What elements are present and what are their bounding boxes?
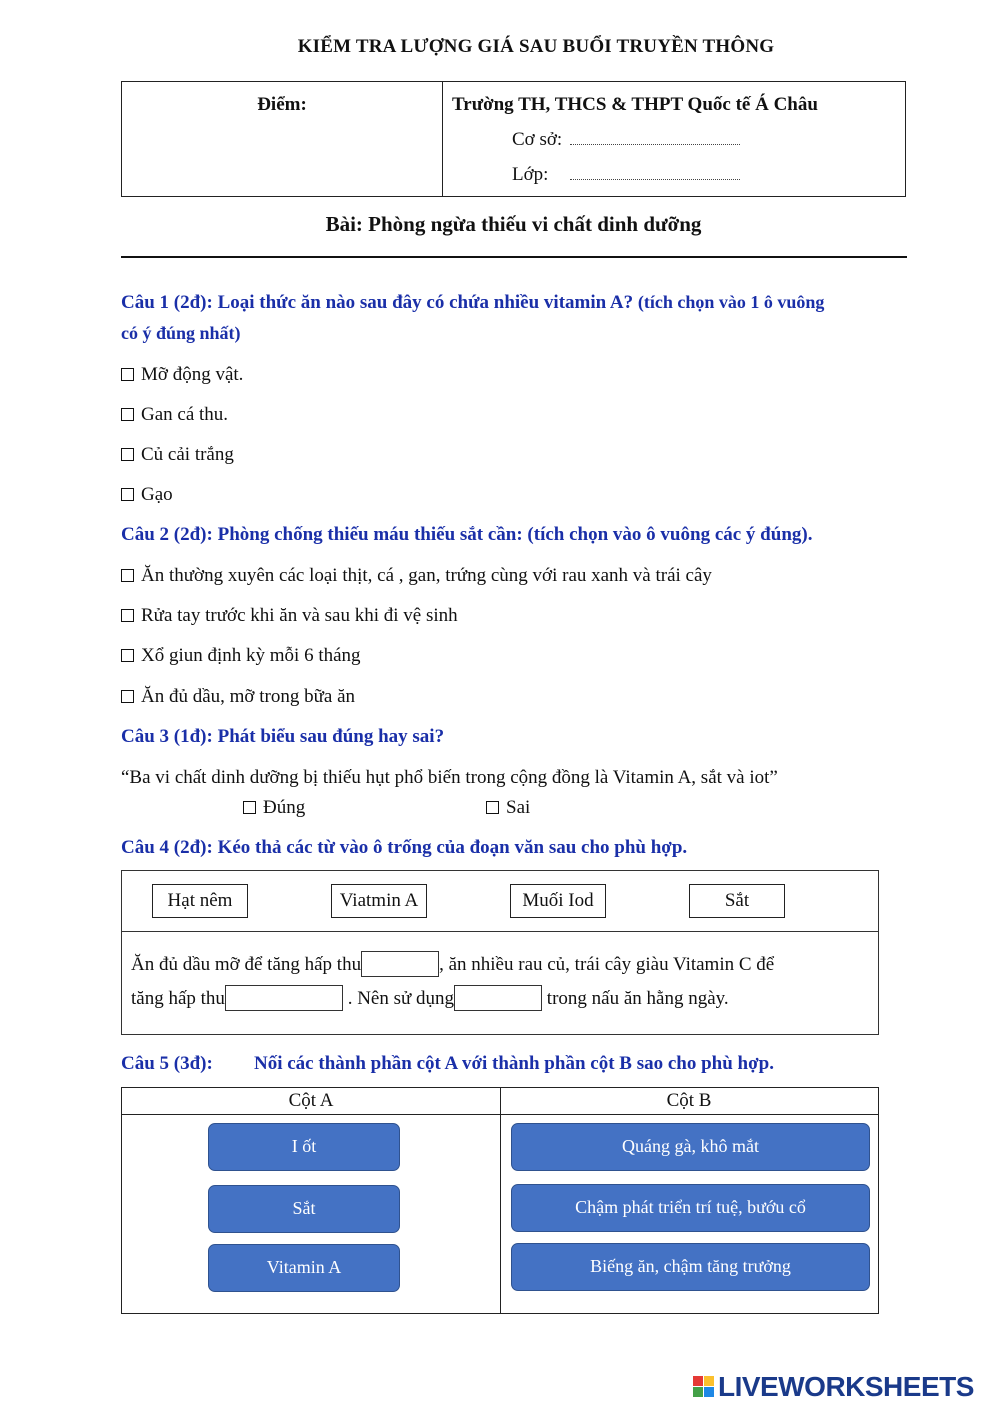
header-box <box>121 81 906 197</box>
checkbox[interactable] <box>121 569 134 582</box>
match-b-anorexia[interactable]: Biếng ăn, chậm tăng trưởng <box>511 1243 870 1291</box>
checkbox[interactable] <box>121 609 134 622</box>
liveworksheets-logo-icon <box>693 1376 715 1398</box>
option-label: Ăn đủ dầu, mỡ trong bữa ăn <box>141 686 356 707</box>
q1-option-2[interactable] <box>121 404 228 426</box>
header-divider <box>442 82 443 196</box>
paragraph-text: . Nên sử dụng <box>347 988 455 1009</box>
matching-table <box>121 1087 879 1314</box>
option-label: Sai <box>506 797 531 818</box>
q2-option-3[interactable] <box>121 645 361 667</box>
q5-label: Câu 5 (3đ): <box>121 1053 213 1074</box>
option-label: Rửa tay trước khi ăn và sau khi đi vệ sinh <box>141 605 458 626</box>
option-label: Gạo <box>141 484 173 505</box>
liveworksheets-logo <box>693 1371 974 1403</box>
matching-column-divider <box>500 1088 501 1313</box>
column-b-header: Cột B <box>666 1090 712 1111</box>
q3-question: Câu 3 (1đ): Phát biểu sau đúng hay sai? <box>121 726 445 747</box>
worksheet-title: KIỂM TRA LƯỢNG GIÁ SAU BUỔI TRUYỀN THÔNG <box>297 36 775 57</box>
checkbox[interactable] <box>243 801 256 814</box>
option-label: Đúng <box>263 797 306 818</box>
drag-word-muoi-iod[interactable]: Muối Iod <box>510 884 606 918</box>
school-name: Trường TH, THCS & THPT Quốc tế Á Châu <box>452 94 818 115</box>
match-a-iron[interactable]: Sắt <box>208 1185 400 1233</box>
q2-option-2[interactable] <box>121 605 458 627</box>
checkbox[interactable] <box>486 801 499 814</box>
campus-dots <box>570 132 740 145</box>
q1-hint: (tích chọn vào 1 ô vuông <box>637 292 825 312</box>
checkbox[interactable] <box>121 488 134 501</box>
match-a-iodine[interactable]: I ốt <box>208 1123 400 1171</box>
q1-option-4[interactable] <box>121 484 173 506</box>
drag-word-vitamin-a[interactable]: Viatmin A <box>331 884 427 918</box>
campus-row <box>512 129 740 151</box>
paragraph-text: , ăn nhiều rau củ, trái cây giàu Vitamin C để <box>439 954 775 975</box>
drop-blank-1[interactable] <box>361 951 439 977</box>
checkbox[interactable] <box>121 408 134 421</box>
title-rule <box>121 256 907 258</box>
word-bank-box <box>121 870 879 1035</box>
match-b-night-blindness[interactable]: Quáng gà, khô mắt <box>511 1123 870 1171</box>
paragraph-text: tăng hấp thu <box>131 988 225 1009</box>
score-label: Điểm: <box>257 94 307 115</box>
drag-word-hat-nem[interactable]: Hạt nêm <box>152 884 248 918</box>
drop-blank-2[interactable] <box>225 985 343 1011</box>
q5-question: Nối các thành phần cột A với thành phần cột B sao cho phù hợp. <box>254 1053 774 1074</box>
q4-question: Câu 4 (2đ): Kéo thả các từ vào ô trống của đoạn văn sau cho phù hợp. <box>121 837 688 858</box>
q1-option-3[interactable] <box>121 444 234 466</box>
option-label: Củ cải trắng <box>141 444 234 465</box>
match-a-vitamin-a[interactable]: Vitamin A <box>208 1244 400 1292</box>
checkbox[interactable] <box>121 368 134 381</box>
q1-question: Câu 1 (2đ): Loại thức ăn nào sau đây có chứa nhiều vitamin A? <box>121 292 634 313</box>
option-label: Mỡ động vật. <box>141 364 244 385</box>
checkbox[interactable] <box>121 690 134 703</box>
q3-false-option[interactable] <box>486 797 530 819</box>
q2-option-1[interactable] <box>121 565 712 587</box>
option-label: Ăn thường xuyên các loại thịt, cá , gan, trứng cùng với rau xanh và trái cây <box>141 565 712 586</box>
q3-true-option[interactable] <box>243 797 305 819</box>
paragraph-text: Ăn đủ dầu mỡ để tăng hấp thu <box>131 954 362 975</box>
q1-title <box>121 292 941 314</box>
checkbox[interactable] <box>121 448 134 461</box>
q1-option-1[interactable] <box>121 364 243 386</box>
fill-paragraph-line-2 <box>131 985 872 1011</box>
lesson-title: Bài: Phòng ngừa thiếu vi chất dinh dưỡng <box>325 212 702 236</box>
drag-word-sat[interactable]: Sắt <box>689 884 785 918</box>
logo-text: LIVEWORKSHEETS <box>718 1371 974 1402</box>
q3-statement: “Ba vi chất dinh dưỡng bị thiếu hụt phổ biến trong cộng đồng là Vitamin A, sắt và iot” <box>121 767 778 788</box>
word-bank-separator <box>122 931 878 932</box>
campus-label: Cơ sở: <box>512 129 563 150</box>
class-row <box>512 164 740 186</box>
column-a-header: Cột A <box>288 1090 334 1111</box>
class-dots <box>570 167 740 180</box>
class-label: Lớp: <box>512 164 549 185</box>
option-label: Xổ giun định kỳ mỗi 6 tháng <box>141 645 361 666</box>
q2-question: Câu 2 (2đ): Phòng chống thiếu máu thiếu sắt cần: (tích chọn vào ô vuông các ý đúng). <box>121 524 813 545</box>
drop-blank-3[interactable] <box>454 985 542 1011</box>
option-label: Gan cá thu. <box>141 404 229 425</box>
match-b-goiter[interactable]: Chậm phát triển trí tuệ, bướu cổ <box>511 1184 870 1232</box>
checkbox[interactable] <box>121 649 134 662</box>
q1-hint-cont: có ý đúng nhất) <box>121 323 241 343</box>
matching-header-divider <box>122 1114 878 1115</box>
q2-option-4[interactable] <box>121 686 355 708</box>
paragraph-text: trong nấu ăn hằng ngày. <box>546 988 729 1009</box>
fill-paragraph-line-1 <box>131 951 872 977</box>
